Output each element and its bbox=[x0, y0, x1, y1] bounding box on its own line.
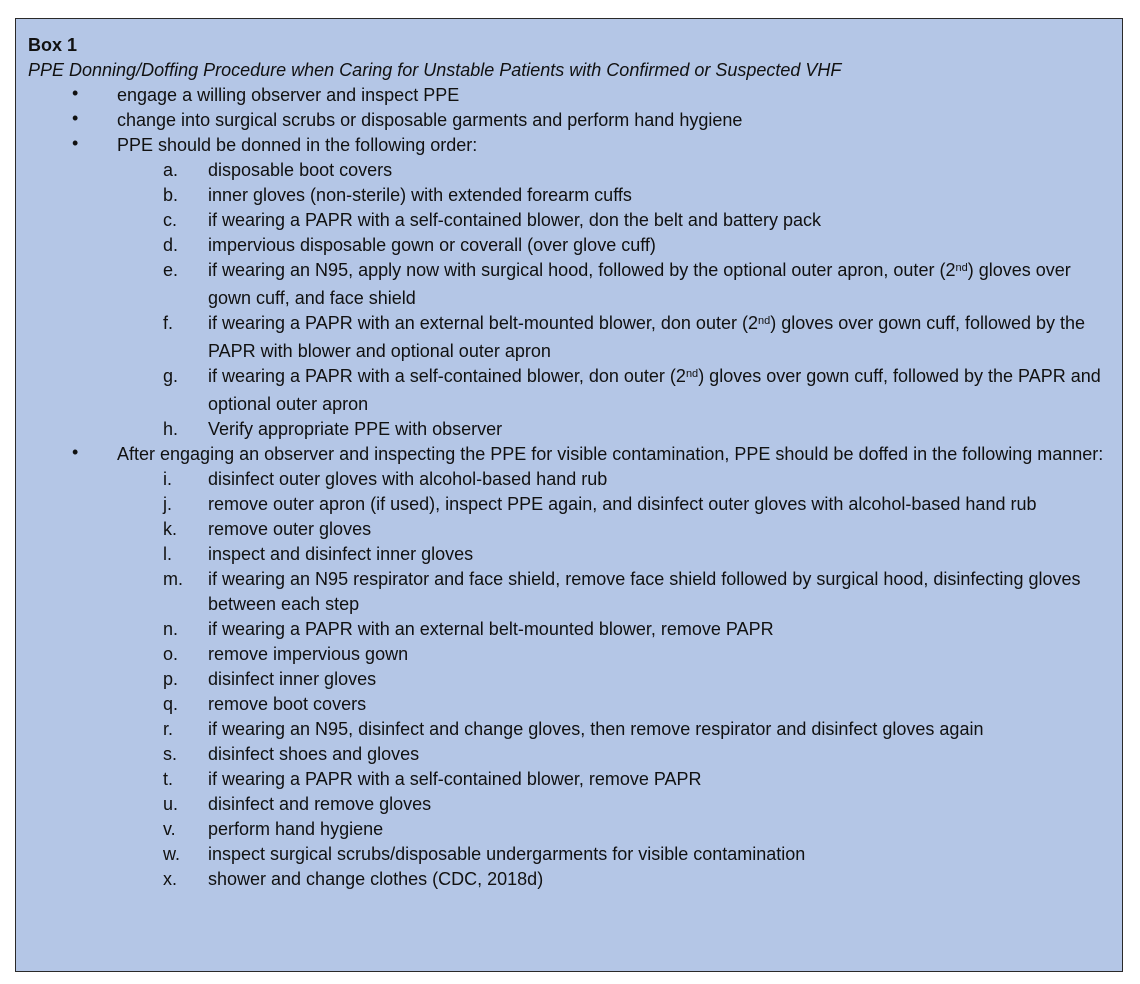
ordinal-superscript: nd bbox=[685, 368, 699, 380]
step-text: inspect surgical scrubs/disposable undergarments for visible contamination bbox=[208, 844, 806, 864]
step-text: remove outer apron (if used), inspect PPE again, and disinfect outer gloves with alcohol-based hand rub bbox=[208, 494, 1037, 514]
box-title: Box 1 bbox=[28, 35, 78, 55]
step-item bbox=[28, 617, 1110, 642]
step-letter: k. bbox=[163, 519, 178, 539]
step-text: impervious disposable gown or coverall (over glove cuff) bbox=[208, 235, 656, 255]
step-letter: g. bbox=[163, 366, 179, 386]
step-letter: j. bbox=[163, 494, 172, 514]
step-letter: b. bbox=[163, 185, 179, 205]
step-item bbox=[28, 208, 1110, 233]
procedure-bullet-list bbox=[28, 83, 1110, 892]
step-letter: v. bbox=[163, 819, 176, 839]
step-text: disinfect outer gloves with alcohol-based hand rub bbox=[208, 469, 608, 489]
step-text-continued: ) gloves over gown cuff, followed by the PAPR and optional outer apron bbox=[208, 366, 1101, 414]
step-letter: x. bbox=[163, 869, 178, 889]
bullet-text: engage a willing observer and inspect PPE bbox=[117, 85, 460, 105]
step-letter: p. bbox=[163, 669, 179, 689]
step-text: remove impervious gown bbox=[208, 644, 409, 664]
bullet-dot-icon: • bbox=[72, 83, 79, 103]
step-text: remove boot covers bbox=[208, 694, 367, 714]
step-text: if wearing a PAPR with an external belt-mounted blower, don outer (2 bbox=[208, 313, 758, 333]
bullet-dot-icon: • bbox=[72, 133, 79, 153]
step-item bbox=[28, 642, 1110, 667]
step-item bbox=[28, 517, 1110, 542]
step-letter: e. bbox=[163, 260, 179, 280]
step-item bbox=[28, 767, 1110, 792]
step-letter: c. bbox=[163, 210, 178, 230]
step-letter: r. bbox=[163, 719, 174, 739]
step-letter: q. bbox=[163, 694, 179, 714]
step-list bbox=[28, 158, 1110, 442]
bullet-dot-icon: • bbox=[72, 442, 79, 462]
step-item bbox=[28, 258, 1110, 311]
step-item bbox=[28, 817, 1110, 842]
step-item bbox=[28, 467, 1110, 492]
step-text: disinfect inner gloves bbox=[208, 669, 377, 689]
step-item bbox=[28, 364, 1110, 417]
box-subtitle: PPE Donning/Doffing Procedure when Caring for Unstable Patients with Confirmed or Suspected VHF bbox=[28, 60, 842, 80]
step-item bbox=[28, 183, 1110, 208]
step-text: if wearing a PAPR with a self-contained blower, don the belt and battery pack bbox=[208, 210, 822, 230]
step-item bbox=[28, 867, 1110, 892]
step-letter: u. bbox=[163, 794, 179, 814]
step-text: Verify appropriate PPE with observer bbox=[208, 419, 503, 439]
ordinal-superscript: nd bbox=[757, 315, 771, 327]
step-text: if wearing an N95, disinfect and change gloves, then remove respirator and disinfect gloves again bbox=[208, 719, 984, 739]
step-text: shower and change clothes (CDC, 2018d) bbox=[208, 869, 544, 889]
bullet-text: PPE should be donned in the following order: bbox=[117, 135, 478, 155]
step-letter: l. bbox=[163, 544, 172, 564]
step-letter: i. bbox=[163, 469, 172, 489]
step-letter: n. bbox=[163, 619, 179, 639]
step-text: if wearing a PAPR with a self-contained blower, remove PAPR bbox=[208, 769, 702, 789]
step-item bbox=[28, 158, 1110, 183]
bullet-text: After engaging an observer and inspecting the PPE for visible contamination, PPE should be doffed in the following manner: bbox=[117, 444, 1104, 464]
step-item bbox=[28, 742, 1110, 767]
step-letter: m. bbox=[163, 569, 183, 589]
step-letter: d. bbox=[163, 235, 179, 255]
step-item bbox=[28, 792, 1110, 817]
step-text: disinfect shoes and gloves bbox=[208, 744, 420, 764]
ordinal-superscript: nd bbox=[955, 262, 968, 274]
step-item bbox=[28, 567, 1110, 617]
step-text: if wearing an N95 respirator and face shield, remove face shield followed by surgical hood, disinfecting gloves between each step bbox=[208, 569, 1081, 614]
step-text: disinfect and remove gloves bbox=[208, 794, 432, 814]
step-letter: o. bbox=[163, 644, 179, 664]
step-item bbox=[28, 717, 1110, 742]
step-item bbox=[28, 692, 1110, 717]
ppe-procedure-box bbox=[15, 18, 1123, 972]
step-text-continued: ) gloves over gown cuff, followed by the PAPR with blower and optional outer apron bbox=[208, 313, 1086, 361]
step-text: perform hand hygiene bbox=[208, 819, 384, 839]
bullet-item bbox=[28, 133, 1110, 442]
step-letter: s. bbox=[163, 744, 178, 764]
step-item bbox=[28, 542, 1110, 567]
bullet-item bbox=[28, 83, 1110, 108]
step-letter: f. bbox=[163, 313, 174, 333]
step-text-continued: ) gloves over gown cuff, and face shield bbox=[208, 260, 1071, 308]
step-item bbox=[28, 417, 1110, 442]
step-list bbox=[28, 467, 1110, 892]
step-text: inspect and disinfect inner gloves bbox=[208, 544, 474, 564]
step-text: if wearing a PAPR with a self-contained blower, don outer (2 bbox=[208, 366, 686, 386]
step-item bbox=[28, 311, 1110, 364]
bullet-dot-icon: • bbox=[72, 108, 79, 128]
step-text: if wearing an N95, apply now with surgical hood, followed by the optional outer apron, outer (2 bbox=[208, 260, 956, 280]
bullet-item bbox=[28, 442, 1110, 892]
step-text: disposable boot covers bbox=[208, 160, 393, 180]
step-item bbox=[28, 842, 1110, 867]
step-letter: t. bbox=[163, 769, 174, 789]
step-text: inner gloves (non-sterile) with extended forearm cuffs bbox=[208, 185, 632, 205]
step-item bbox=[28, 667, 1110, 692]
step-text: remove outer gloves bbox=[208, 519, 372, 539]
step-item bbox=[28, 233, 1110, 258]
step-letter: h. bbox=[163, 419, 179, 439]
step-letter: a. bbox=[163, 160, 179, 180]
step-letter: w. bbox=[163, 844, 181, 864]
bullet-item bbox=[28, 108, 1110, 133]
step-item bbox=[28, 492, 1110, 517]
bullet-text: change into surgical scrubs or disposable garments and perform hand hygiene bbox=[117, 110, 743, 130]
step-text: if wearing a PAPR with an external belt-mounted blower, remove PAPR bbox=[208, 619, 774, 639]
